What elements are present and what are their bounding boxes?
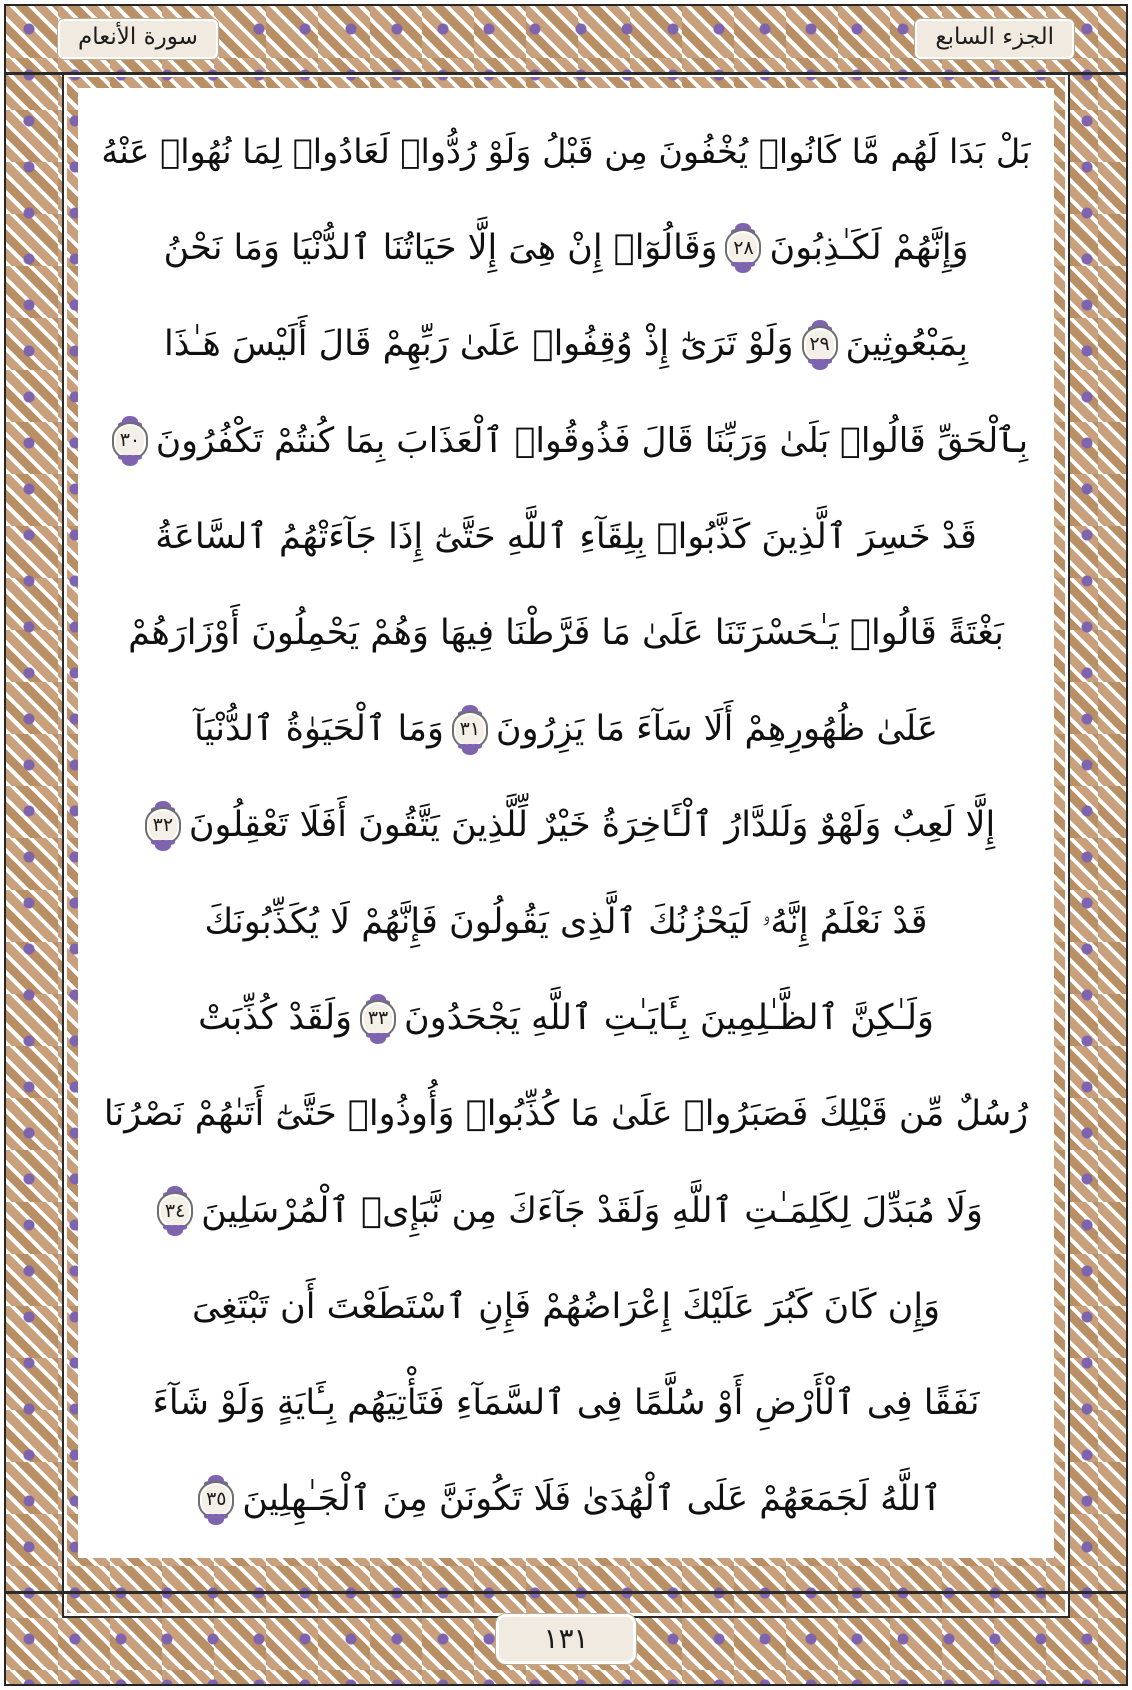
ayah-number-medallion (722, 224, 764, 272)
page-header (6, 6, 1126, 72)
flower-icon (812, 359, 828, 370)
ayah-number: ٢٩ (809, 333, 830, 356)
ayah-line (100, 297, 1032, 393)
ayah-text: وَقَالُوٓا۟ إِنْ هِىَ إِلَّا حَيَاتُنَا ٱلدُّنْيَا وَمَا نَحْنُ (163, 227, 718, 268)
ayah-number: ٣٥ (206, 1488, 227, 1511)
flower-icon (155, 840, 171, 851)
ayah-text: وَلَقَدْ كُذِّبَتْ (198, 998, 353, 1039)
ayah-number: ٢٨ (733, 236, 754, 259)
ayah-text: رُسُلٌ مِّن قَبْلِكَ فَصَبَرُوا۟ عَلَىٰ مَا كُذِّبُوا۟ وَأُوذُوا۟ حَتَّىٰٓ أَتَىٰهُمْ نَصْرُنَا (103, 1094, 1029, 1135)
ayah-line (100, 489, 1032, 585)
ayah-line (100, 200, 1032, 296)
ayah-line (100, 104, 1032, 200)
ayah-number: ٣٣ (367, 1007, 389, 1030)
juz-label: الجزء السابع (935, 23, 1054, 50)
ayah-line (100, 393, 1032, 489)
ayah-line (100, 682, 1032, 778)
ayah-line (100, 970, 1032, 1066)
ayah-text: قَدْ خَسِرَ ٱلَّذِينَ كَذَّبُوا۟ بِلِقَآءِ ٱللَّهِ حَتَّىٰٓ إِذَا جَآءَتْهُمُ ٱلسَّاعَةُ (155, 516, 977, 557)
ayah-number: ٣٠ (119, 429, 141, 452)
ayah-text: بَلْ بَدَا لَهُم مَّا كَانُوا۟ يُخْفُونَ مِن قَبْلُ وَلَوْ رُدُّوا۟ لَعَادُوا۟ لِمَا نُهُوا۟ عَنْهُ (101, 132, 1031, 172)
flower-icon (167, 1225, 183, 1236)
ayah-line (100, 778, 1032, 874)
ayah-text: وَلَا مُبَدِّلَ لِكَلِمَـٰتِ ٱللَّهِ وَلَقَدْ جَآءَكَ مِن نَّبَإِى۟ ٱلْمُرْسَلِينَ (201, 1190, 983, 1231)
ayah-text: بِٱلْحَقِّ قَالُوا۟ بَلَىٰ وَرَبِّنَا قَالَ فَذُوقُوا۟ ٱلْعَذَابَ بِمَا كُنتُمْ تَكْفُرُونَ (155, 420, 1029, 461)
flower-icon (208, 1514, 224, 1525)
header-divider-rule (6, 72, 1126, 75)
ayah-text: وَإِنَّهُمْ لَكَـٰذِبُونَ (769, 227, 969, 268)
ayah-number: ٣٤ (164, 1199, 186, 1222)
ayah-number-medallion (154, 1187, 196, 1235)
ayah-text: إِلَّا لَعِبٌ وَلَهْوٌ وَلَلدَّارُ ٱلْـَٔاخِرَةُ خَيْرٌ لِّلَّذِينَ يَتَّقُونَ أَفَلَا تَعْقِلُونَ (188, 805, 996, 846)
ayah-line (100, 1355, 1032, 1451)
ayah-text: ٱللَّهُ لَجَمَعَهُمْ عَلَى ٱلْهُدَىٰ فَلَا تَكُونَنَّ مِنَ ٱلْجَـٰهِلِينَ (242, 1479, 942, 1520)
ayah-text: قَدْ نَعْلَمُ إِنَّهُۥ لَيَحْزُنُكَ ٱلَّذِى يَقُولُونَ فَإِنَّهُمْ لَا يُكَذِّبُونَكَ (204, 901, 928, 942)
surah-plate (58, 19, 218, 60)
ayah-number-medallion (799, 321, 841, 369)
ayah-line (100, 1259, 1032, 1355)
surah-label: سورة الأنعام (78, 23, 198, 50)
ayah-number: ٣١ (459, 718, 481, 741)
flower-icon (370, 1033, 386, 1044)
ayah-line (100, 1067, 1032, 1163)
ayah-number-medallion (109, 417, 151, 465)
ayah-line (100, 585, 1032, 681)
ayah-text: وَلَـٰكِنَّ ٱلظَّـٰلِمِينَ بِـَٔايَـٰتِ ٱللَّهِ يَجْحَدُونَ (404, 998, 934, 1039)
page-footer (6, 1594, 1126, 1684)
flower-icon (122, 455, 138, 466)
ayah-number-medallion (449, 706, 491, 754)
ayah-text: وَإِن كَانَ كَبُرَ عَلَيْكَ إِعْرَاضُهُمْ فَإِنِ ٱسْتَطَعْتَ أَن تَبْتَغِىَ (191, 1286, 941, 1327)
ayah-line (100, 1452, 1032, 1548)
ayah-number-medallion (357, 995, 399, 1043)
ayah-text: وَلَوْ تَرَىٰٓ إِذْ وُقِفُوا۟ عَلَىٰ رَبِّهِمْ قَالَ أَلَيْسَ هَـٰذَا (164, 324, 794, 365)
quran-text-area (78, 88, 1054, 1558)
ayah-text: عَلَىٰ ظُهُورِهِمْ أَلَا سَآءَ مَا يَزِرُونَ (495, 709, 938, 750)
flower-icon (735, 262, 751, 273)
flower-icon (462, 744, 478, 755)
ayah-text: بِمَبْعُوثِينَ (845, 324, 968, 365)
page-number-plate (496, 1614, 635, 1664)
ayah-text: وَمَا ٱلْحَيَوٰةُ ٱلدُّنْيَآ (194, 709, 444, 750)
ayah-text: نَفَقًا فِى ٱلْأَرْضِ أَوْ سُلَّمًا فِى ٱلسَّمَآءِ فَتَأْتِيَهُم بِـَٔايَةٍ وَلَوْ شَآءَ (152, 1383, 980, 1424)
page-number: ١٣١ (543, 1622, 589, 1656)
juz-plate (915, 19, 1074, 60)
ayah-line (100, 1163, 1032, 1259)
ayah-number-medallion (142, 802, 184, 850)
ayah-number-medallion (195, 1476, 237, 1524)
ayah-text: بَغْتَةً قَالُوا۟ يَـٰحَسْرَتَنَا عَلَىٰ مَا فَرَّطْنَا فِيهَا وَهُمْ يَحْمِلُونَ أَوْزَارَهُمْ (128, 612, 1004, 653)
ayah-number: ٣٢ (152, 814, 174, 837)
ayah-line (100, 874, 1032, 970)
